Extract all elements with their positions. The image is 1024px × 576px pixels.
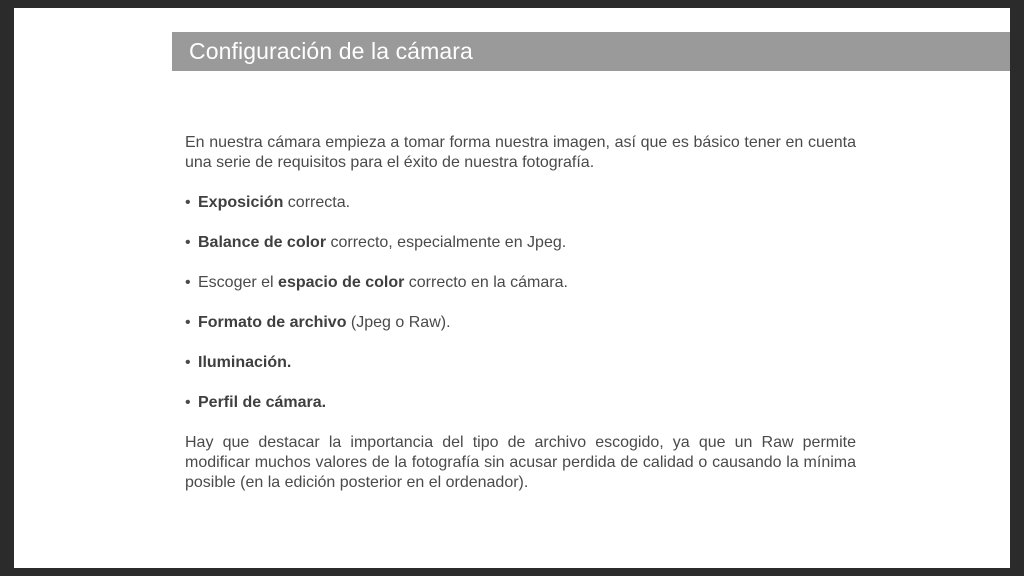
slide-page [14, 8, 1010, 568]
bullet-post: (Jpeg o Raw). [346, 314, 451, 331]
bullet-marker: • [185, 194, 191, 211]
bullet-post: correcta. [283, 194, 351, 211]
bullet-marker: • [185, 234, 191, 251]
bullet-bold: espacio de color [278, 274, 405, 291]
slide-title: Configuración de la cámara [189, 38, 473, 64]
bullet-marker: • [185, 274, 191, 291]
bullet-bold: Iluminación. [198, 354, 292, 371]
bullet-post: correcto en la cámara. [404, 274, 568, 291]
bullet-item [185, 313, 856, 333]
bullet-item [185, 353, 856, 373]
bullet-item [185, 233, 856, 253]
bullet-bold: Balance de color [198, 234, 327, 251]
bullet-post: correcto, especialmente en Jpeg. [326, 234, 567, 251]
title-bar [172, 32, 1010, 71]
bullet-marker: • [185, 394, 191, 411]
bullet-item [185, 193, 856, 213]
closing-paragraph: Hay que destacar la importancia del tipo de archivo escogido, ya que un Raw permite modificar muchos valores de la fotografía sin acusar perdida de calidad o causando la mínima posible (en la edición posterior en el ordenador). [185, 434, 856, 491]
bullet-item [185, 273, 856, 293]
bullet-marker: • [185, 314, 191, 331]
bullet-item [185, 393, 856, 413]
intro-paragraph: En nuestra cámara empieza a tomar forma nuestra imagen, así que es básico tener en cuenta una serie de requisitos para el éxito de nuestra fotografía. [185, 134, 856, 171]
slide-body [185, 133, 856, 493]
bullet-bold: Formato de archivo [198, 314, 347, 331]
bullet-bold: Exposición [198, 194, 284, 211]
bullet-bold: Perfil de cámara. [198, 394, 327, 411]
bullet-marker: • [185, 354, 191, 371]
bullet-pre: Escoger el [198, 274, 279, 291]
